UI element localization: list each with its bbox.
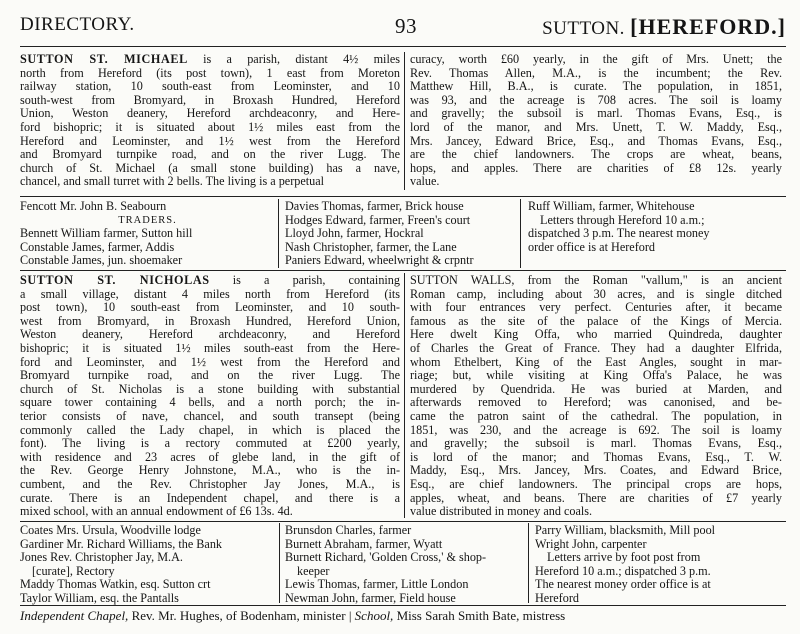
text-line [20,396,400,410]
footer-line [20,608,565,624]
column-divider [404,52,405,190]
michael-entries-col2 [285,200,515,268]
text-line [410,424,782,438]
directory-entry: Constable James, farmer, Addis [20,239,175,254]
text-line-content: chancel, and small turret with 2 bells. The living is a perpetual [20,174,325,189]
entries-divider [520,199,521,268]
directory-entry: order office is at Hereford [528,239,656,254]
text-line [20,505,400,519]
michael-entries-col3 [528,200,783,254]
text-line [410,410,782,424]
text-line-content: famous as the site of the palace of the Kings of Mercia. [410,313,782,328]
michael-right-column [410,53,782,189]
text-line [410,107,782,121]
directory-entry: Maddy Thomas Watkin, esq. Sutton crt [20,577,211,592]
text-line-content: with four entrances very perfect. Centuries after, it became [410,300,782,315]
text-line-content: riage; but, while visiting at King Offa's Palace, he was [410,368,782,383]
text-line [410,148,782,162]
text-line [20,492,400,506]
text-line [20,464,400,478]
text-line [410,80,782,94]
text-line [410,94,782,108]
place-title: SUTTON ST. MICHAEL [20,52,188,66]
directory-entry: Lloyd John, farmer, Hockral [285,226,424,241]
header-rule [20,46,786,47]
text-line [20,94,400,108]
header-right-prefix: SUTTON. [542,18,625,39]
chapel-text: Rev. Mr. Hughes, of Bodenham, minister [128,608,346,623]
text-line-content: and gravelly; the subsoil is marl. Thomas Evans, Esq., is [410,106,782,121]
directory-entry: [curate], Rectory [32,563,115,578]
text-line [20,80,400,94]
directory-entry: Newman John, farmer, Field house [285,590,456,605]
text-line-content: ford and Leominster, and 1½ west from the Hereford and [20,354,400,369]
directory-entry: Jones Rev. Christopher Jay, M.A. [20,550,183,565]
page-number: 93 [395,14,417,38]
text-line [20,424,400,438]
page-header [20,14,786,44]
text-line-content: Maddy, Esq., Mrs. Jancey, Mrs. Coates, and Edward Brice, [410,463,782,478]
footer-separator: | [348,608,355,623]
school-text: Miss Sarah Smith Bate, mistress [393,608,566,623]
text-line [410,369,782,383]
michael-entries-col1 [20,200,275,268]
directory-entry: Taylor William, esq. the Pantalls [20,590,179,605]
directory-entry: Fencott Mr. John B. Seabourn [20,199,167,213]
text-line-content: Mrs. Jancey, Edward Brice, Esq., and Thomas Evans, Esq., [410,133,782,148]
text-line-content: south-west from Bromyard, in Broxash Hundred, Hereford [20,92,400,107]
text-line [20,328,400,342]
directory-entry: Hereford [535,590,579,605]
section-rule [20,270,786,271]
text-line-content: Hereford and Leominster, and 1½ west from the Hereford [20,133,400,148]
text-line [410,121,782,135]
text-line [20,451,400,465]
text-line-content: is lord of the manor; and Thomas Evans, Esq., T. W. [410,449,782,464]
text-line-content: SUTTON WALLS, from the Roman "vallum," is an ancient [410,273,782,287]
entries-divider [279,523,280,603]
column-divider [404,273,405,518]
text-line-content: and Bromyard turnpike road, and on the river Lugg. The [20,147,400,162]
directory-entry: The nearest money order office is at [535,577,711,592]
text-line-content: the Rev. George Henry Johnstone, M.A., who is the in- [20,463,400,478]
text-line [20,342,400,356]
text-line-content: murdered by Quendrida. He was buried at Marden, and [410,381,782,396]
michael-left-column [20,53,400,189]
text-line [410,288,782,302]
text-line-content: mixed school, with an annual endowment of £6 13s. 4d. [20,504,293,519]
text-line-content: apples, wheat, and beans. There are charities of £7 yearly [410,490,782,505]
text-line [20,107,400,121]
text-line-content: are the chief landowners. The crops are wheat, beans, [410,147,782,162]
text-line-content: ford bishopric; it is situated about 1½ miles east from the [20,119,400,134]
text-line [410,53,782,67]
text-line [20,437,400,451]
text-line-content: value distributed in money and coals. [410,504,593,519]
directory-entry: dispatched 3 p.m. The nearest money [528,226,710,241]
text-line-content: afterwards removed to Hereford; was canonised, and be- [410,395,782,410]
header-left: DIRECTORY. [20,14,135,35]
text-line-content: value. [410,174,440,189]
text-line-content: Bromyard turnpike road, and on the river Lugg. The [20,368,400,383]
nicholas-left-column [20,274,400,519]
directory-entry: Ruff William, farmer, Whitehouse [528,199,695,213]
text-line-content: Weston deanery, Hereford archdeaconry, and Hereford [20,327,400,342]
text-line [410,464,782,478]
directory-entry: Hereford 10 a.m.; dispatched 3 p.m. [535,563,711,578]
directory-entry: Hodges Edward, farmer, Freen's court [285,212,471,227]
text-line-content: post town), 10 south-east from Leominster, and 10 south- [20,300,400,315]
text-line-content: cumbent, and the Rev. Christopher Jay Jones, M.A., is [20,476,400,491]
text-line [20,369,400,383]
text-line-content: Rev. Thomas Allen, M.A., is the incumbent; the Rev. [410,65,782,80]
text-line-content: square tower containing 4 bells, and a north porch; the in- [20,395,400,410]
directory-entry: Davies Thomas, farmer, Brick house [285,199,464,213]
text-line-content: Matthew Hill, B.A., is curate. The population, in 1851, [410,79,782,94]
directory-entry: Bennett William farmer, Sutton hill [20,226,193,241]
text-line-content: font). The living is a rectory commuted at £200 yearly, [20,436,400,451]
text-line-content: railway station, 10 south-east from Leominster, and 10 [20,79,400,94]
text-line-content: Union, Weston deanery, Hereford archdeaconry, and Here- [20,106,400,121]
header-right-bracket: [HEREFORD.] [630,14,786,39]
text-line [410,67,782,81]
text-line-content: west from Bromyard, in Broxash Hundred, Hereford Union, [20,313,400,328]
text-line [410,396,782,410]
text-line-content: Esq., are chief landowners. The principal crops are hops, [410,476,782,491]
nicholas-entries-col1 [20,524,276,606]
text-line-content: whom Ethelbert, King of the East Angles, sought in mar- [410,354,782,369]
text-line-content: is a parish, distant 4½ miles [187,52,400,66]
footer-rule [20,605,786,606]
text-line [410,356,782,370]
section-heading: TRADERS. [118,214,177,226]
directory-entry: Constable James, jun. shoemaker [20,253,183,268]
text-line [410,342,782,356]
text-line [410,492,782,506]
text-line-content: 1851, was 230, and the acreage is 692. The soil is loamy [410,422,782,437]
text-line [410,315,782,329]
entries-divider [278,199,279,268]
text-line [20,356,400,370]
entries-divider [528,523,529,603]
text-line-content: lord of the manor, and Mrs. Unett, T. W. Maddy, Esq., [410,119,782,134]
directory-entry: Brunsdon Charles, farmer [285,523,412,537]
text-line [20,410,400,424]
text-line-content: is a parish, containing [209,273,400,287]
text-line [410,478,782,492]
header-right [542,14,786,40]
text-line [410,505,782,519]
directory-entry: Nash Christopher, farmer, the Lane [285,239,457,254]
section-rule [20,196,786,197]
directory-entry: keeper [297,563,330,578]
text-line-content: hops, and apples. There are charities of £8 12s. yearly [410,160,782,175]
text-line [410,383,782,397]
text-line [410,274,782,288]
directory-entry: Wright John, carpenter [535,536,647,551]
text-line [20,67,400,81]
section-rule [20,521,786,522]
directory-entry: Letters through Hereford 10 a.m.; [540,212,705,227]
text-line-content: north from Hereford (its post town), 1 east from Moreton [20,65,400,80]
text-line [20,121,400,135]
text-line [410,162,782,176]
directory-entry: Parry William, blacksmith, Mill pool [535,523,716,537]
text-line-content: came the patron saint of the cathedral. The population, in [410,408,782,423]
school-label: School, [354,608,394,623]
text-line-content: Roman camp, including about 30 acres, and is single ditched [410,286,782,301]
text-line-content: church of St. Michael (a small stone building) has a nave, [20,160,400,175]
text-line-content: bishopric; it is situated 1½ miles south-east from the Here- [20,340,400,355]
text-line [20,135,400,149]
text-line [20,148,400,162]
text-line-content: a small village, distant 4 miles north from Hereford (its [20,286,400,301]
directory-entry: Gardiner Mr. Richard Williams, the Bank [20,536,223,551]
text-line-content: curate. There is an Independent chapel, and there is a [20,490,400,505]
place-title: SUTTON ST. NICHOLAS [20,273,210,287]
text-line-content: commonly called the Lady chapel, in which is placed the [20,422,400,437]
text-line [410,328,782,342]
text-line-content: church of St. Nicholas is a stone building with substantial [20,381,400,396]
text-line [410,175,782,189]
text-line [410,437,782,451]
nicholas-entries-col3 [535,524,783,606]
directory-entry: Burnett Abraham, farmer, Wyatt [285,536,443,551]
directory-entry: Lewis Thomas, farmer, Little London [285,577,469,592]
text-line [20,175,400,189]
text-line [410,135,782,149]
text-line-content: curacy, worth £60 yearly, in the gift of Mrs. Unett; the [410,52,782,66]
text-line-content: was 93, and the acreage is 708 acres. The soil is loamy [410,92,782,107]
directory-entry: Paniers Edward, wheelwright & crpntr [285,253,474,268]
text-line [20,301,400,315]
text-line [20,478,400,492]
text-line [20,315,400,329]
nicholas-right-column [410,274,782,519]
directory-entry: Letters arrive by foot post from [547,550,701,565]
directory-entry: Burnett Richard, 'Golden Cross,' & shop- [285,550,487,565]
text-line-content: Here dwelt King Offa, who married Quindreda, daughter [410,327,782,342]
text-line [20,383,400,397]
text-line-content: with residence and 23 acres of glebe land, in the gift of [20,449,400,464]
text-line [410,451,782,465]
text-line-content: terior consists of nave, chancel, and south transept (being [20,408,400,423]
text-line [20,162,400,176]
text-line [410,301,782,315]
chapel-label: Independent Chapel, [20,608,129,623]
nicholas-entries-col2 [285,524,525,606]
directory-entry: Coates Mrs. Ursula, Woodville lodge [20,523,201,537]
text-line [20,288,400,302]
text-line-content: of Charles the Great of France. They had a daughter Elfrida, [410,340,782,355]
text-line-content: and gravelly; the subsoil is marl. Thomas Evans, Esq., [410,436,782,451]
text-line [20,53,400,67]
text-line [20,274,400,288]
